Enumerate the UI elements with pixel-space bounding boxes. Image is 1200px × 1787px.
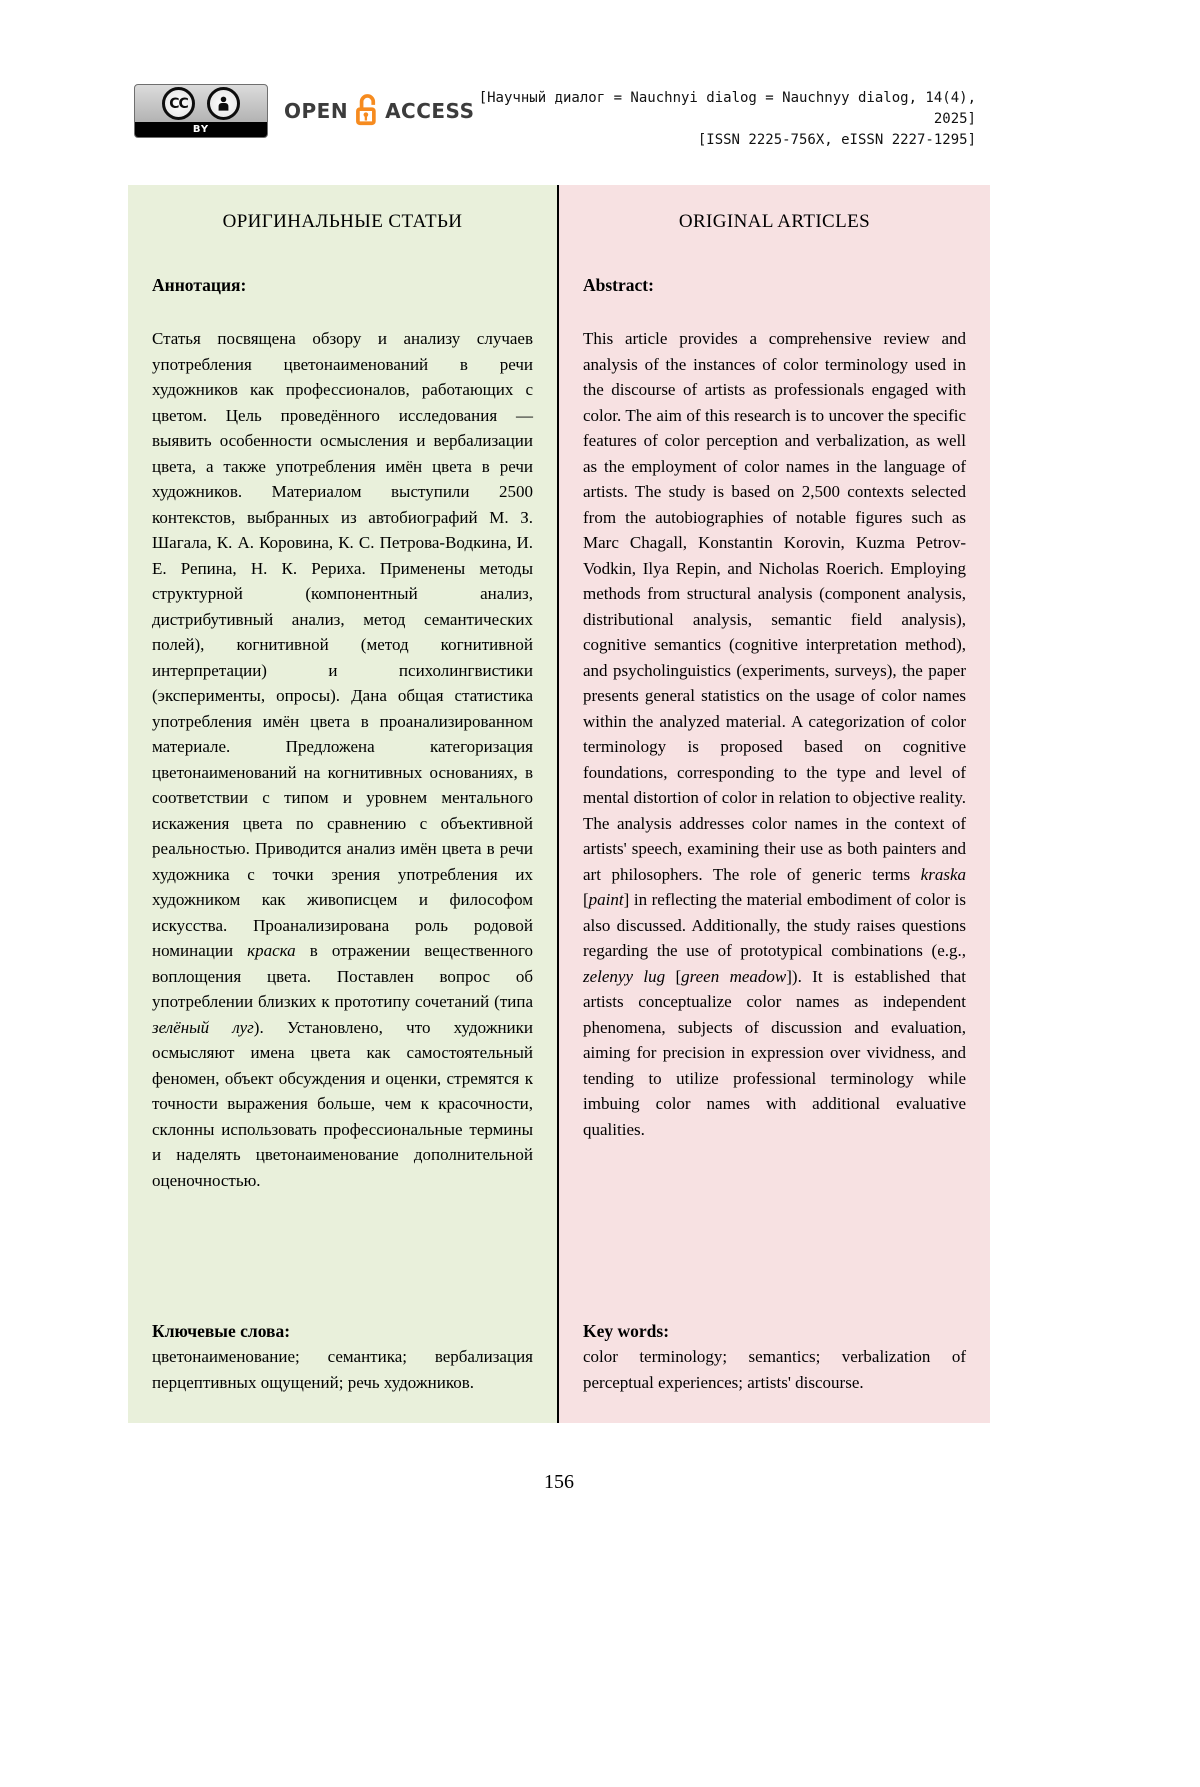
annotation-label: Аннотация: — [152, 275, 247, 295]
cc-icon-text: CC — [169, 95, 188, 112]
abstract-label: Abstract: — [583, 275, 654, 295]
license-badges — [134, 84, 474, 138]
keywords-block-english — [583, 1289, 966, 1395]
english-column — [559, 185, 990, 1423]
cc-icon — [162, 87, 195, 120]
access-label: ACCESS — [385, 99, 475, 123]
cc-badge-icons — [135, 85, 267, 122]
section-title-english: ORIGINAL ARTICLES — [678, 211, 871, 232]
journal-citation — [474, 88, 990, 151]
keywords-text-english: color terminology; semantics; verbalization of perceptual experiences; artists' discourse. — [583, 1347, 966, 1392]
russian-column — [128, 185, 559, 1423]
keywords-label-russian: Ключевые слова: — [152, 1321, 291, 1341]
cc-by-label: BY — [135, 122, 267, 137]
annotation-text: Статья посвящена обзору и анализу случаев употребления цветонаименований в речи художников как профессионалов, работающих с цветом. Цель проведённого исследования — выявить особенности осмысления и вербализации цвета, а также употребления имён цвета в речи художников. Материалом выступили 2500 контекстов, выбранных из автобиографий М. З. Шагала, К. А. Коровина, К. С. Петрова-Водкина, И. Е. Репина, Н. К. Рериха. Применены методы структурной (компонентный анализ, дистрибутивный анализ, метод семантических полей), когнитивной (метод когнитивной интерпретации) и психолингвистики (эксперименты, опросы). Дана общая статистика употребления имён цвета в проанализированном материале. Предложена категоризация цветонаименований на когнитивных основаниях, в соответствии с типом и уровнем ментального искажения цвета по сравнению с объективной реальностью. Приводится анализ имён цвета в речи художника с точки зрения употребления их художником как живописцем и философом искусства. Проанализирована роль родовой номинации краска в отражении вещественного воплощения цвета. Поставлен вопрос об употреблении близких к прототипу сочетаний (типа зелёный луг). Установлено, что художники осмысляют имена цвета как самостоятельный феномен, объект обсуждения и оценки, стремятся к точности выражения больше, чем к красочности, склонны использовать профессиональные термины и наделять цветонаименование дополнительной оценочностью. — [152, 329, 533, 1190]
keywords-label-english: Key words: — [583, 1321, 670, 1341]
citation-line-2: [ISSN 2225-756X, eISSN 2227-1295] — [697, 132, 976, 148]
open-label: OPEN — [284, 99, 349, 123]
citation-line-1: [Научный диалог = Nauchnyi dialog = Nauchnyy dialog, 14(4), 2025] — [478, 90, 976, 127]
abstract-columns — [128, 185, 990, 1423]
journal-abstract-page — [0, 84, 1200, 1494]
attribution-person-icon — [207, 87, 240, 120]
cc-by-badge — [134, 84, 268, 138]
open-lock-icon — [353, 91, 380, 131]
keywords-text-russian: цветонаименование; семантика; вербализация перцептивных ощущений; речь художников. — [152, 1347, 533, 1392]
page-number: 156 — [544, 1471, 574, 1493]
page-header — [128, 84, 990, 151]
open-access-logo — [284, 91, 474, 131]
page-footer — [128, 1471, 990, 1494]
abstract-text: This article provides a comprehensive review and analysis of the instances of color terminology used in the discourse of artists as professionals engaged with color. The aim of this research is to uncover the specific features of color perception and verbalization, as well as the employment of color names in the language of artists. The study is based on 2,500 contexts selected from the autobiographies of notable figures such as Marc Chagall, Konstantin Korovin, Kuzma Petrov-Vodkin, Ilya Repin, and Nicholas Roerich. Employing methods from structural analysis (component analysis, distributional analysis, semantic field analysis), cognitive semantics (cognitive interpretation method), and psycholinguistics (experiments, surveys), the paper presents general statistics on the usage of color names within the analyzed material. A categorization of color terminology is proposed based on cognitive foundations, corresponding to the type and level of mental distortion of color in relation to objective reality. The analysis addresses color names in the context of artists' speech, examining their use as both painters and art philosophers. The role of generic terms kraska [paint] in reflecting the material embodiment of color is also discussed. Additionally, the study raises questions regarding the use of prototypical combinations (e.g., zelenyy lug [green meadow]). It is established that artists conceptualize color names as independent phenomena, subjects of discussion and evaluation, aiming for precision in expression over vividness, and tending to utilize professional terminology while imbuing color names with additional evaluative qualities. — [583, 329, 967, 1139]
keywords-block-russian — [152, 1289, 533, 1395]
section-title-russian: ОРИГИНАЛЬНЫЕ СТАТЬИ — [222, 211, 463, 232]
